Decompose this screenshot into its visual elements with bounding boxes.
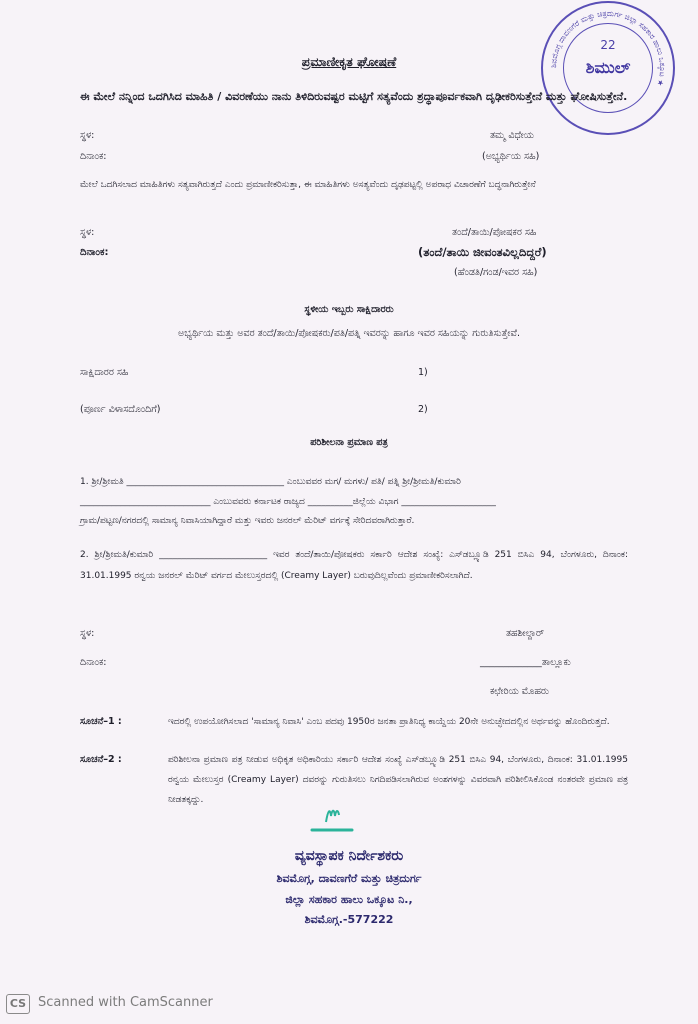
date-label: ದಿನಾಂಕ:: [80, 657, 107, 668]
page-title: ಪ್ರಮಾಣೀಕೃತ ಘೋಷಣೆ: [301, 54, 397, 69]
office-seal-label: ಕಛೇರಿಯ ಮೊಹರು: [490, 686, 549, 697]
seal-number: 22: [600, 38, 616, 52]
seal-name: ಶಿಮುಲ್: [585, 58, 631, 77]
manager-line-3: ಜಿಲ್ಲಾ ಸಹಕಾರ ಹಾಲು ಒಕ್ಕೂಟ ನಿ.,: [285, 893, 413, 906]
note-1-text: ಇದರಲ್ಲಿ ಉಪಯೋಗಿಸಲಾದ 'ಸಾಮಾನ್ಯ ನಿವಾಸಿ' ಎಂಬ ಪದವು 1950ರ ಜನತಾ ಪ್ರಾತಿನಿಧ್ಯ ಕಾಯ್ದೆಯ 20ನೇ ಅನುಚ್ಛೇದದಲ್ಲಿನ ಅರ್ಥವನ್ನು ಹೊಂದಿರುತ್ತದೆ.: [168, 717, 610, 727]
witness-2: 2): [418, 404, 428, 415]
witness-signature-label: ಸಾಕ್ಷಿದಾರರ ಸಹಿ: [80, 367, 129, 378]
parent-not-alive-label: (ತಂದೆ/ತಾಯಿ ಜೀವಂತವಿಲ್ಲದಿದ್ದರೆ): [418, 245, 547, 259]
applicant-signature-label: (ಅಭ್ಯರ್ಥಿಯ ಸಹಿ): [482, 151, 540, 162]
verification-1-line-1: 1. ಶ್ರೀ/ಶ್ರೀಮತಿ ___________________________________ ಎಂಬುವವರ ಮಗ/ ಮಗಳು/ ಪತಿ/ ಪತ್ನಿ ಶ್ರೀ/ಶ್ರೀಮತಿ/ಕುಮಾರಿ: [80, 477, 461, 487]
date-label: ದಿನಾಂಕ:: [80, 247, 109, 258]
signature-mark: [308, 800, 356, 836]
camscanner-logo-icon: CS: [6, 994, 30, 1014]
place-label: ಸ್ಥಳ:: [80, 628, 95, 639]
verification-1-line-3: ಗ್ರಾಮ/ಪಟ್ಟಣ/ನಗರದಲ್ಲಿ ಸಾಮಾನ್ಯ ನಿವಾಸಿಯಾಗಿದ್ದಾರೆ ಮತ್ತು ಇವರು ಜನರಲ್ ಮೆರಿಟ್ ವರ್ಗಕ್ಕೆ ಸೇರಿದವರಾಗಿರುತ್ತಾರೆ.: [80, 516, 415, 526]
manager-title: ವ್ಯವಸ್ಥಾಪಕ ನಿರ್ದೇಶಕರು: [294, 848, 404, 864]
scanner-footer-text: Scanned with CamScanner: [38, 995, 213, 1010]
verification-2-paragraph: 2. ಶ್ರೀ/ಶ್ರೀಮತಿ/ಕುಮಾರಿ ________________________ ಇವರ ತಂದೆ/ತಾಯಿ/ಪೋಷಕರು ಸರ್ಕಾರಿ ಆದೇಶ ಸಂಖ್ಯೆ: ಎಸ್‌ಡಬ್ಲ್ಯೂಡಿ 251 ಬಿಸಿಎ 94, ಬೆಂಗಳೂರು, ದಿನಾಂಕ: 31.01.1995 ರನ್ವಯ ಜನರಲ್ ಮೆರಿಟ್ ವರ್ಗದ ಮೇಲುಸ್ತರದಲ್ಲಿ (Creamy Layer) ಬರುವುದಿಲ್ಲವೆಂದು ಪ್ರಮಾಣೀಕರಿಸಲಾಗಿದೆ.: [80, 550, 628, 581]
witness-1: 1): [418, 367, 428, 378]
parent-declaration-paragraph: ಮೇಲೆ ಒದಗಿಸಲಾದ ಮಾಹಿತಿಗಳು ಸತ್ಯವಾಗಿರುತ್ತದೆ ಎಂದು ಪ್ರಮಾಣೀಕರಿಸುತ್ತಾ, ಈ ಮಾಹಿತಿಗಳು ಅಸತ್ಯವೆಂದು ದೃಢಪಟ್ಟಲ್ಲಿ ಅಪರಾಧ ವಿಚಾರಣೆಗೆ ಬದ್ಧನಾಗಿರುತ್ತೇನೆ: [80, 180, 536, 190]
spouse-signature-label: (ಹೆಂಡತಿ/ಗಂಡ/ಇವರ ಸಹಿ): [454, 267, 538, 278]
manager-line-2: ಶಿವಮೊಗ್ಗ, ದಾವಣಗೆರೆ ಮತ್ತು ಚಿತ್ರದುರ್ಗ: [276, 872, 422, 885]
verification-heading: ಪರಿಶೀಲನಾ ಪ್ರಮಾಣ ಪತ್ರ: [310, 437, 388, 448]
note-2-label: ಸೂಚನೆ–2 :: [80, 754, 122, 765]
note-1-label: ಸೂಚನೆ–1 :: [80, 716, 122, 727]
witness-heading: ಸ್ಥಳೀಯ ಇಬ್ಬರು ಸಾಕ್ಷಿದಾರರು: [304, 304, 394, 315]
taluk-label: _____________ತಾಲ್ಲೂಕು: [480, 657, 571, 668]
yours-faithfully: ತಮ್ಮ ವಿಧೇಯ: [490, 130, 534, 141]
place-label: ಸ್ಥಳ:: [80, 130, 95, 141]
witness-text: ಅಭ್ಯರ್ಥಿಯ ಮತ್ತು ಅವರ ತಂದೆ/ತಾಯಿ/ಪೋಷಕರು/ಪತಿ/ಪತ್ನಿ ಇವರನ್ನು ಹಾಗೂ ಇವರ ಸಹಿಯನ್ನು ಗುರುತಿಸುತ್ತೇವೆ.: [178, 328, 520, 339]
manager-line-4: ಶಿವಮೊಗ್ಗ.-577222: [304, 913, 394, 926]
verification-1-line-2: _____________________________ ಎಂಬುವವರು ಕರ್ನಾಟಕ ರಾಜ್ಯದ __________ಜಿಲ್ಲೆಯ ವಿಭಾಗ _____________________: [80, 497, 496, 507]
svg-text:ಶಿವಮೊಗ್ಗ ದಾವಣಗೆರೆ ಮತ್ತು ಚಿತ್ರದ: ಶಿವಮೊಗ್ಗ ದಾವಣಗೆರೆ ಮತ್ತು ಚಿತ್ರದುರ್ಗ ಜಿಲ್ಲಾ ಸಹಕಾರ ಹಾಲು ಒಕ್ಕೂಟ ★: [548, 8, 668, 88]
declaration-text: ಈ ಮೇಲೆ ನನ್ನಿಂದ ಒದಗಿಸಿದ ಮಾಹಿತಿ / ವಿವರಣೆಯು ನಾನು ತಿಳಿದಿರುವಷ್ಟರ ಮಟ್ಟಿಗೆ ಸತ್ಯವೆಂದು ಶ್ರದ್ಧಾಪೂರ್ವಕವಾಗಿ ದೃಢೀಕರಿಸುತ್ತೇನೆ ಮತ್ತು ಘೋಷಿಸುತ್ತೇನೆ.: [80, 90, 628, 103]
witness-address-label: (ಪೂರ್ಣ ವಿಳಾಸದೊಂದಿಗೆ): [80, 404, 161, 415]
place-label: ಸ್ಥಳ:: [80, 227, 95, 238]
tahsildar-label: ತಹಶೀಲ್ದಾರ್: [506, 628, 545, 639]
note-2-text: ಪರಿಶೀಲನಾ ಪ್ರಮಾಣ ಪತ್ರ ನೀಡುವ ಅಧಿಕೃತ ಅಧಿಕಾರಿಯು ಸರ್ಕಾರಿ ಆದೇಶ ಸಂಖ್ಯೆ ಎಸ್‌ಡಬ್ಲ್ಯೂಡಿ 251 ಬಿಸಿಎ 94, ಬೆಂಗಳೂರು, ದಿನಾಂಕ: 31.01.1995 ರನ್ವಯ ಮೇಲುಸ್ತರ (Creamy Layer) ದವರನ್ನು ಗುರುತಿಸಲು ನಿಗದಿಪಡಿಸಲಾಗಿರುವ ಅಂಶಗಳನ್ನು ವಿವರವಾಗಿ ಪರಿಶೀಲಿಸಿಕೊಂಡ ನಂತರವೇ ಪ್ರಮಾಣ ಪತ್ರ ನೀಡತಕ್ಕದ್ದು.: [168, 755, 628, 805]
date-label: ದಿನಾಂಕ:: [80, 151, 107, 162]
parent-signature-label: ತಂದೆ/ತಾಯಿ/ಪೋಷಕರ ಸಹಿ: [452, 227, 537, 238]
